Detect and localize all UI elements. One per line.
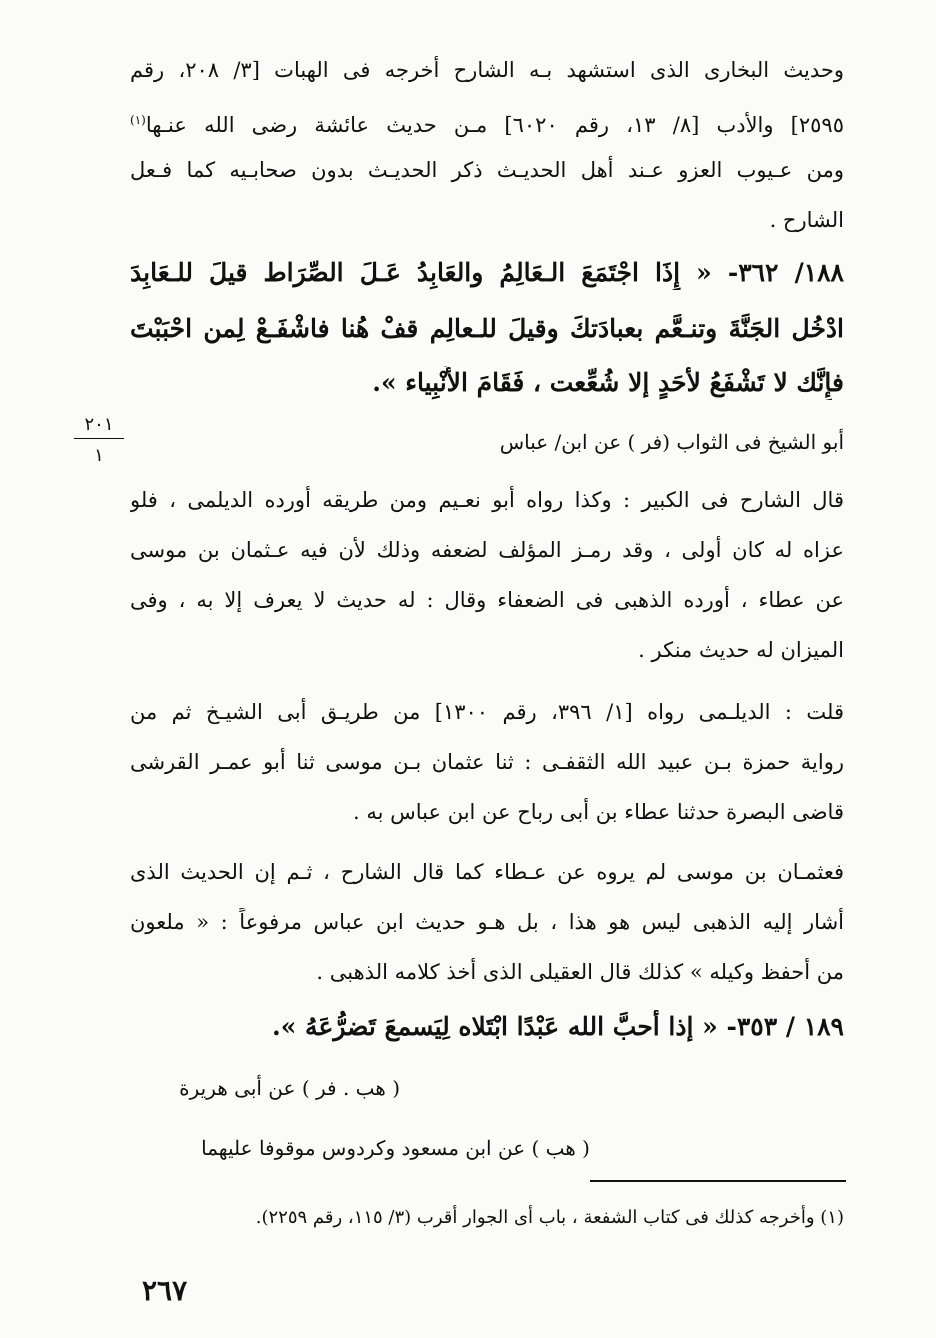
hadith-line: ادْخُل الجَنَّةَ وتنـعَّم بعبادَتكَ وقيلَ للـعالِم قفْ هُنا فاشْفَـعْ لِمن احْبَبْتَ <box>130 314 844 343</box>
text-line: عزاه له كان أولى ، وقد رمـز المؤلف لضعفه وذلك لأن فيه عـثمان بن موسى <box>130 538 844 562</box>
text-line: من أحفظ وكيله » كذلك قال العقيلى الذى أخذ كلامه الذهبى . <box>316 960 844 984</box>
hadith-source: ( هب . فر ) عن أبى هريرة <box>179 1076 400 1100</box>
text-line: قال الشارح فى الكبير : وكذا رواه أبو نعـيم ومن طريقه أورده الديلمى ، فلو <box>130 488 844 512</box>
hadith-line: ١٨٨/ ٣٦٢- « إِذَا اجْتَمَعَ الـعَالِمُ والعَابِدُ عَـلَ الصِّرَاط قيلَ للـعَابِدَ <box>130 258 844 287</box>
hadith-source: ( هب ) عن ابن مسعود وكردوس موقوفا عليهما <box>201 1136 590 1160</box>
text-line-content: ٢٥٩٥] والأدب [٨/ ١٣، رقم ٦٠٢٠] مـن حديث عائشة رضى الله عنـها <box>145 113 844 137</box>
text-line-with-footnote <box>130 106 844 139</box>
footnote-divider <box>590 1180 846 1182</box>
text-line: فعثمـان بن موسى لم يروه عن عـطاء كما قال الشارح ، ثـم إن الحديث الذى <box>130 860 844 884</box>
text-line: وحديث البخارى الذى استشهد بـه الشارح أخرجه فى الهبات [٣/ ٢٠٨، رقم <box>130 58 844 82</box>
margin-reference <box>74 414 124 467</box>
margin-denominator: ١ <box>94 445 104 466</box>
text-line: الشارح . <box>769 208 844 232</box>
text-line: قاضى البصرة حدثنا عطاء بن أبى رباح عن ابن عباس به . <box>353 800 844 824</box>
text-line: ومن عـيوب العزو عـند أهل الحديـث ذكر الحديـث بدون صحابـيه كما فـعل <box>130 158 844 182</box>
margin-numerator: ٢٠١ <box>74 414 124 439</box>
hadith-line: ١٨٩ / ٣٥٣- « إذا أحبَّ الله عَبْدًا ابْتَلاه لِيَسمعَ تَضرُّعَهُ ». <box>272 1012 844 1041</box>
text-line: أشار إليه الذهبى ليس هو هذا ، بل هـو حديث ابن عباس مرفوعاً : « ملعون <box>130 910 844 934</box>
hadith-source: أبو الشيخ فى الثواب (فر ) عن ابن/ عباس <box>499 430 844 454</box>
text-line: عن عطاء ، أورده الذهبى فى الضعفاء وقال : له حديث لا يعرف إلا به ، وفى <box>130 588 844 612</box>
footnote: (١) وأخرجه كذلك فى كتاب الشفعة ، باب أى الجوار أقرب (٣/ ١١٥، رقم ٢٢٥٩). <box>255 1207 844 1228</box>
page-number: ٢٦٧ <box>142 1274 188 1307</box>
footnote-marker[interactable]: (١) <box>130 113 146 127</box>
hadith-line: فإِنَّك لا تَشْفَعُ لأحَدٍ إلا شُعِّعت ، فَقَامَ الأَنْبِياء ». <box>372 368 844 397</box>
text-line: قلت : الديلـمى رواه [١/ ٣٩٦، رقم ١٣٠٠] من طريـق أبى الشيـخ ثم من <box>130 700 844 724</box>
text-line: رواية حمزة بـن عبيد الله الثقفـى : ثنا عثمان بـن موسى ثنا أبو عمـر القرشى <box>130 750 844 774</box>
text-line: الميزان له حديث منكر . <box>638 638 844 662</box>
